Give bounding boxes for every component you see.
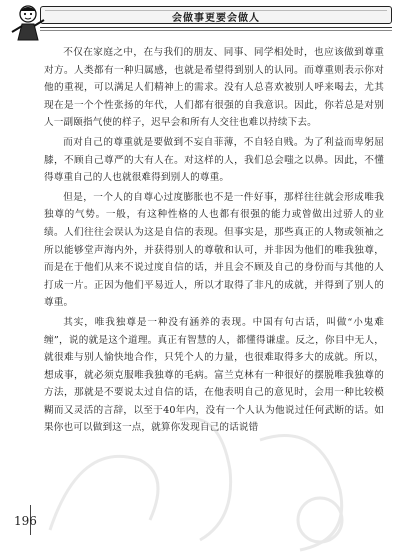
page-header [0,0,400,40]
body-text [44,44,384,439]
paragraph: 但是，一个人的自尊心过度膨胀也不是一件好事，那样往往就会形成唯我独尊的气势。一般，有这种性格的人也都有很强的能力或曾做出过骄人的业绩。人们往往会误认为这是自信的表现。但事实是，那些真正的人物或领袖之所以能够堂声海内外，并获得别人的尊敬和认可，并非因为他们的唯我独尊，而是在于他们从来不说过度自信的话，并且会不顾及自己的身份而与其他的人打成一片。正因为他们平易近人，所以才取得了非凡的成就，并得到了别人的尊重。 [44,191,384,309]
cartoon-figure-icon [6,2,50,42]
header-rule-thin [40,30,392,31]
running-title: 会做事更要会做人 [172,13,260,24]
paragraph: 不仅在家庭之中，在与我们的朋友、同事、同学相处时，也应该做到尊重对方。人类都有一种归属感，也就是希望得到别人的认同。而尊重则表示你对他的重视，可以满足人们精神上的需求。没有人总喜欢被别人呼来喝去，尤其现在是一个个性张扬的年代，人们都有很强的自我意识。因此，你若总是对别人一副颐指气使的样子，迟早会和所有人交往也难以持续下去。 [44,47,384,129]
paragraph: 而对自己的尊重就是要做到不妄自菲薄，不自轻自贱。为了利益而卑躬屈膝，不顾自己尊严的大有人在。对这样的人，我们总会嗤之以鼻。因此，不懂得尊重自己的人也就很难得到别人的尊重。 [44,136,384,184]
paragraph: 其实，唯我独尊是一种没有涵养的表现。中国有句古话，叫做“小鬼难缠”，说的就是这个道理。真正有智慧的人，都懂得谦虚。反之，你目中无人，就很难与别人愉快地合作，只凭个人的力量，也很难取得多大的成就。所以，想成事，就必须克服唯我独尊的毛病。富兰克林有一种很好的摆脱唯我独尊的方法，那就是不要说太过自信的话，在他表明自己的意见时，会用一种比较模糊而又灵活的言辞，以至于40年内，没有一个人认为他说过任何武断的话。如果你也可以做到这一点，就算你发现自己的话说错 [44,316,384,434]
header-rule [40,27,392,28]
page-number: 196 [14,514,37,528]
